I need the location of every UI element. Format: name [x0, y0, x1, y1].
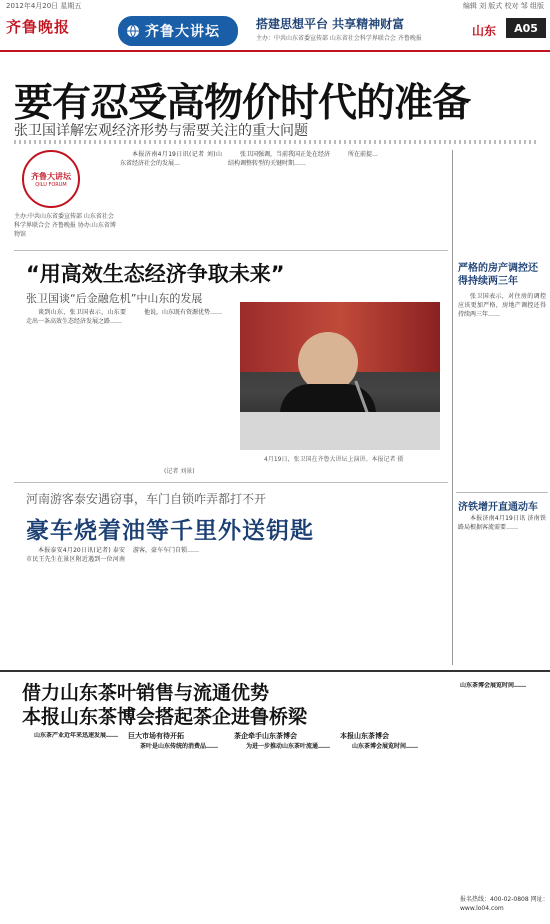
date-bar — [0, 0, 550, 12]
second-subhead: 张卫国谈“后金融危机”中山东的发展 — [26, 292, 203, 305]
paragraph: 山东茶博会展览时间…… — [352, 742, 419, 750]
hotline: 报名热线：400-02-0808 网址：www.lo04.com — [460, 896, 549, 912]
sidebar-headline-1: 严格的房产调控还得持续两三年 — [458, 263, 538, 287]
globe-icon — [126, 24, 140, 38]
forum-logo-sub: QILU FORUM — [35, 181, 67, 188]
photo-caption: 4月19日，张卫国在齐鲁大讲坛上演讲。本报记者 摄 — [264, 456, 404, 463]
second-body-col2 — [132, 308, 234, 470]
third-headline: 豪车烧着油等千里外送钥匙 — [26, 518, 314, 544]
feature-col2 — [128, 732, 228, 918]
paragraph: 茶叶是山东传统的消费品…… — [140, 742, 219, 750]
divider — [14, 140, 536, 144]
paragraph: 谈到山东，张卫国表示，山东要走出一条高效生态经济发展之路…… — [26, 309, 126, 326]
paragraph: 为进一步推动山东茶叶流通…… — [246, 742, 331, 750]
paragraph: 他说，山东既有资源优势…… — [144, 309, 223, 316]
paper-logo: 齐鲁晚报 — [6, 18, 71, 36]
feature-col3 — [234, 732, 334, 918]
third-kicker: 河南游客泰安遇窃事，车门自锁咋弄都打不开 — [26, 492, 267, 506]
sidebar-headline-2: 济铁增开直通动车 — [458, 502, 538, 513]
paragraph: 本报济南4月19日讯 济南铁路局根据客流需要…… — [458, 515, 546, 532]
main-headline: 要有忍受高物价时代的准备 — [14, 81, 471, 126]
second-body-col1 — [26, 308, 126, 470]
paragraph: 本报济南4月19日讯(记者 刘)山东省经济社会的发展… — [120, 151, 222, 168]
editor-credits: 编辑 刘 版式 校对 邹 组版 — [462, 2, 544, 10]
main-subhead: 张卫国详解宏观经济形势与需要关注的重大问题 — [14, 123, 308, 139]
feature-subhead-1: 巨大市场有待开拓 — [128, 732, 184, 740]
forum-logo — [22, 150, 80, 208]
paragraph: 山东茶产业近年来迅速发展…… — [34, 732, 119, 739]
main-body-col2 — [228, 150, 330, 246]
paragraph: 张卫国强调，当前我国正处在经济结构调整转型的关键时期…… — [228, 151, 330, 168]
feature-col4 — [340, 732, 440, 918]
main-body-col3 — [336, 150, 446, 246]
slogan: 搭建思想平台 共享精神财富 — [256, 17, 405, 31]
paragraph: 本报泰安4月20日讯(记者) 泰安市民王先生在景区附近遇到一位河南游客，豪车车门自锁…… — [26, 547, 200, 564]
feature-col5 — [448, 682, 544, 892]
main-body-col1 — [120, 150, 222, 246]
sidebar-divider — [456, 492, 548, 493]
feature-subhead-2: 茶企牵手山东茶博会 — [234, 732, 297, 740]
speaker-photo — [240, 302, 440, 450]
sidebar-body-1 — [458, 292, 546, 482]
second-headline: “用高效生态经济争取未来” — [26, 262, 285, 286]
second-byline: (记者 刘景) — [164, 468, 195, 475]
sponsors: 主办：中共山东省委宣传部 山东省社会科学界联合会 齐鲁晚报 — [256, 35, 422, 42]
feature-col1 — [22, 732, 122, 918]
feature-divider — [0, 670, 550, 672]
page-number: A05 — [506, 18, 546, 38]
forum-logo-text: 齐鲁大讲坛 — [31, 171, 71, 181]
organizer-caption: 主办:中共山东省委宣传部 山东省社会科学界联合会 齐鲁晚报 协办:山东省博物馆 — [14, 213, 116, 238]
paragraph: 所在前提… — [348, 151, 379, 158]
column-badge — [118, 16, 238, 46]
masthead — [0, 12, 550, 52]
paragraph: 张卫国表示，对住房的调控应该更加严格，房地产调控还得持续两三年…… — [458, 293, 546, 319]
sidebar-body-2 — [458, 514, 546, 664]
issue-date: 2012年4月20日 星期五 — [6, 2, 82, 10]
paragraph: 山东茶博会展览时间…… — [460, 682, 527, 689]
column-rule — [452, 150, 453, 665]
section-divider — [14, 250, 448, 251]
region-label: 山东 — [472, 24, 497, 38]
feature-headline-1: 借力山东茶叶销售与流通优势 — [22, 682, 270, 704]
feature-subhead-3: 本报山东茶博会 — [340, 732, 389, 740]
column-name: 齐鲁大讲坛 — [145, 24, 220, 40]
section-divider — [14, 482, 448, 483]
feature-headline-2: 本报山东茶博会搭起茶企进鲁桥梁 — [22, 706, 308, 728]
third-body — [26, 546, 446, 664]
